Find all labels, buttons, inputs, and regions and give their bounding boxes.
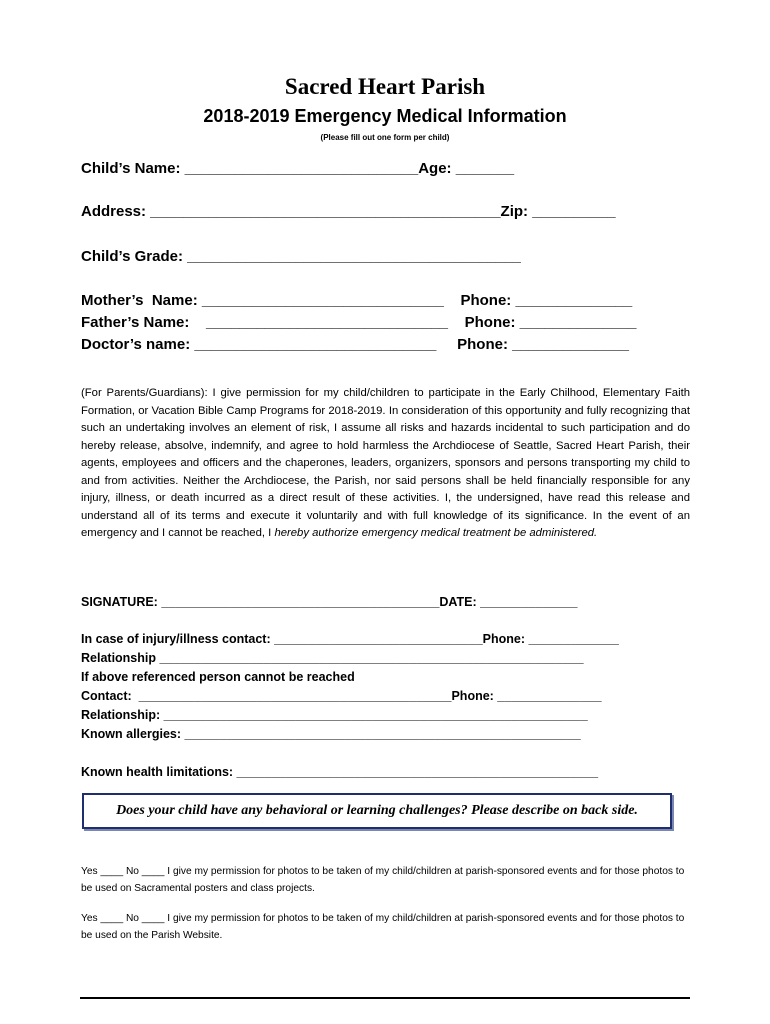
behavior-question-box [82,793,672,829]
emergency-contact-field[interactable]: In case of injury/illness contact: ______________________________Phone: _____________ [81,632,619,646]
signature-field[interactable]: SIGNATURE: ________________________________________DATE: ______________ [81,595,578,609]
photo-permission-posters[interactable]: Yes ____ No ____ I give my permission for photos to be taken of my child/children at parish-sponsored events and for those photos to be used on Sacramental posters and class projects. [81,866,685,894]
page-title: Sacred Heart Parish [284,74,486,99]
footer-divider [80,997,690,999]
allergies-field[interactable]: Known allergies: _________________________________________________________ [81,727,581,741]
grade-field[interactable]: Child’s Grade: ________________________________________ [81,248,521,265]
release-text: (For Parents/Guardians): I give permission for my child/children to participate in the Early Chilhood, Elementary Faith Formation, or Vacation Bible Camp Programs for 2018-2019. In consideration of this opportunity and fully recognizing that such an undertaking involves an element of risk, I assume all risks and hazards incidental to such participation and do hereby release, absolve, indemnify, and agree to hold harmless the Archdiocese of Seattle, Sacred Heart Parish, their agents, employees and officers and the chaperones, leaders, organizers, sponsors and persons transporting my child to and from activities. Neither the Archdiocese, the Parish, nor said persons shall be held financially responsible for any injury, illness, or death incurred as a direct result of these activities. I, the undersigned, have read this release and understand all of its terms and execute it voluntarily and with full knowledge of its significance. In the event of an emergency and I cannot be reached, I [81,387,690,539]
release-italic-text: hereby authorize emergency medical treatment be administered. [274,527,598,539]
alternate-contact-heading: If above referenced person cannot be reached [81,670,355,684]
alternate-contact-field[interactable]: Contact: _____________________________________________Phone: _______________ [81,689,602,703]
relationship-field[interactable]: Relationship _____________________________________________________________ [81,651,584,665]
form-subtitle: 2018-2019 Emergency Medical Information [203,106,567,126]
form-note: (Please fill out one form per child) [320,133,450,142]
behavior-question-text: Does your child have any behavioral or learning challenges? Please describe on back side. [116,803,638,818]
release-paragraph [81,385,690,543]
child-name-field[interactable]: Child’s Name: ____________________________Age: _______ [81,160,515,177]
doctor-name-field[interactable]: Doctor’s name: _____________________________ Phone: ______________ [81,336,629,353]
mother-name-field[interactable]: Mother’s Name: _____________________________ Phone: ______________ [81,292,633,309]
photo-permission-website[interactable]: Yes ____ No ____ I give my permission for photos to be taken of my child/children at parish-sponsored events and for those photos to be used on the Parish Website. [81,913,685,941]
alternate-relationship-field[interactable]: Relationship: _____________________________________________________________ [81,708,588,722]
address-field[interactable]: Address: __________________________________________Zip: __________ [81,203,616,220]
father-name-field[interactable]: Father’s Name: _____________________________ Phone: ______________ [81,314,637,331]
health-limitations-field[interactable]: Known health limitations: ____________________________________________________ [81,765,599,779]
